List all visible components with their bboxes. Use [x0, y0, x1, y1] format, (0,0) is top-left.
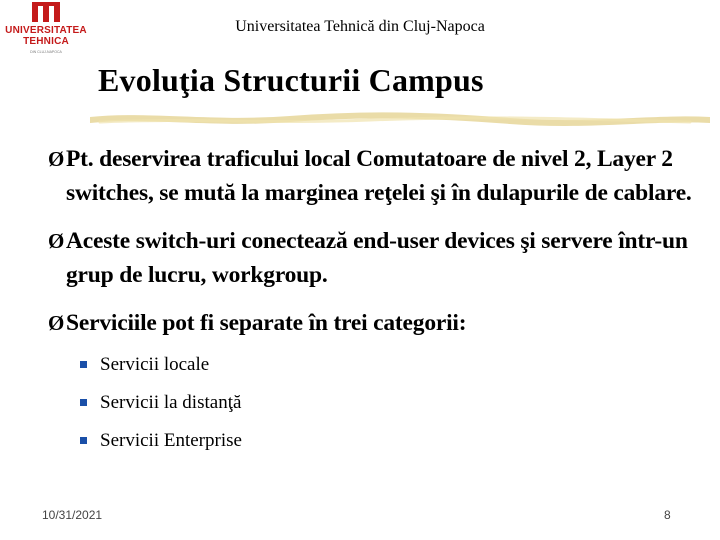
bullet-text: Serviciile pot fi separate în trei categorii: — [66, 310, 467, 336]
square-bullet-icon — [80, 361, 87, 368]
bullet-item — [48, 306, 718, 340]
arrow-bullet-icon: Ø — [48, 147, 65, 171]
arrow-bullet-icon: Ø — [48, 311, 65, 335]
square-bullet-icon — [80, 437, 87, 444]
arrow-bullet-icon: Ø — [48, 229, 65, 253]
sub-bullet-text: Servicii locale — [100, 354, 210, 375]
logo-subtitle: DIN CLUJ-NAPOCA — [30, 50, 62, 54]
bullet-item — [48, 224, 718, 292]
logo-text-line1: UNIVERSITATEA — [5, 25, 87, 36]
bullet-text: Aceste switch-uri conectează end-user devices şi servere într-un grup de lucru, workgroup. — [66, 228, 688, 288]
page-number: 8 — [664, 508, 671, 522]
sub-bullet-text: Servicii la distanţă — [100, 392, 242, 413]
footer-date: 10/31/2021 — [42, 508, 103, 522]
slide-title: Evoluţia Structurii Campus — [98, 62, 484, 98]
bullet-item — [48, 142, 718, 210]
university-name: Universitatea Tehnică din Cluj-Napoca — [235, 18, 485, 35]
sub-bullet-item — [48, 346, 718, 384]
bullet-list — [48, 142, 718, 460]
sub-bullet-text: Servicii Enterprise — [100, 430, 242, 451]
bullet-text: Pt. deservirea traficului local Comutatoare de nivel 2, Layer 2 switches, se mută la marginea reţelei şi în dulapurile de cablare. — [66, 146, 692, 206]
square-bullet-icon — [80, 399, 87, 406]
logo-text-line2: TEHNICA — [23, 36, 69, 47]
sub-bullet-item — [48, 384, 718, 422]
sub-bullet-item — [48, 422, 718, 460]
title-underline — [90, 111, 710, 129]
